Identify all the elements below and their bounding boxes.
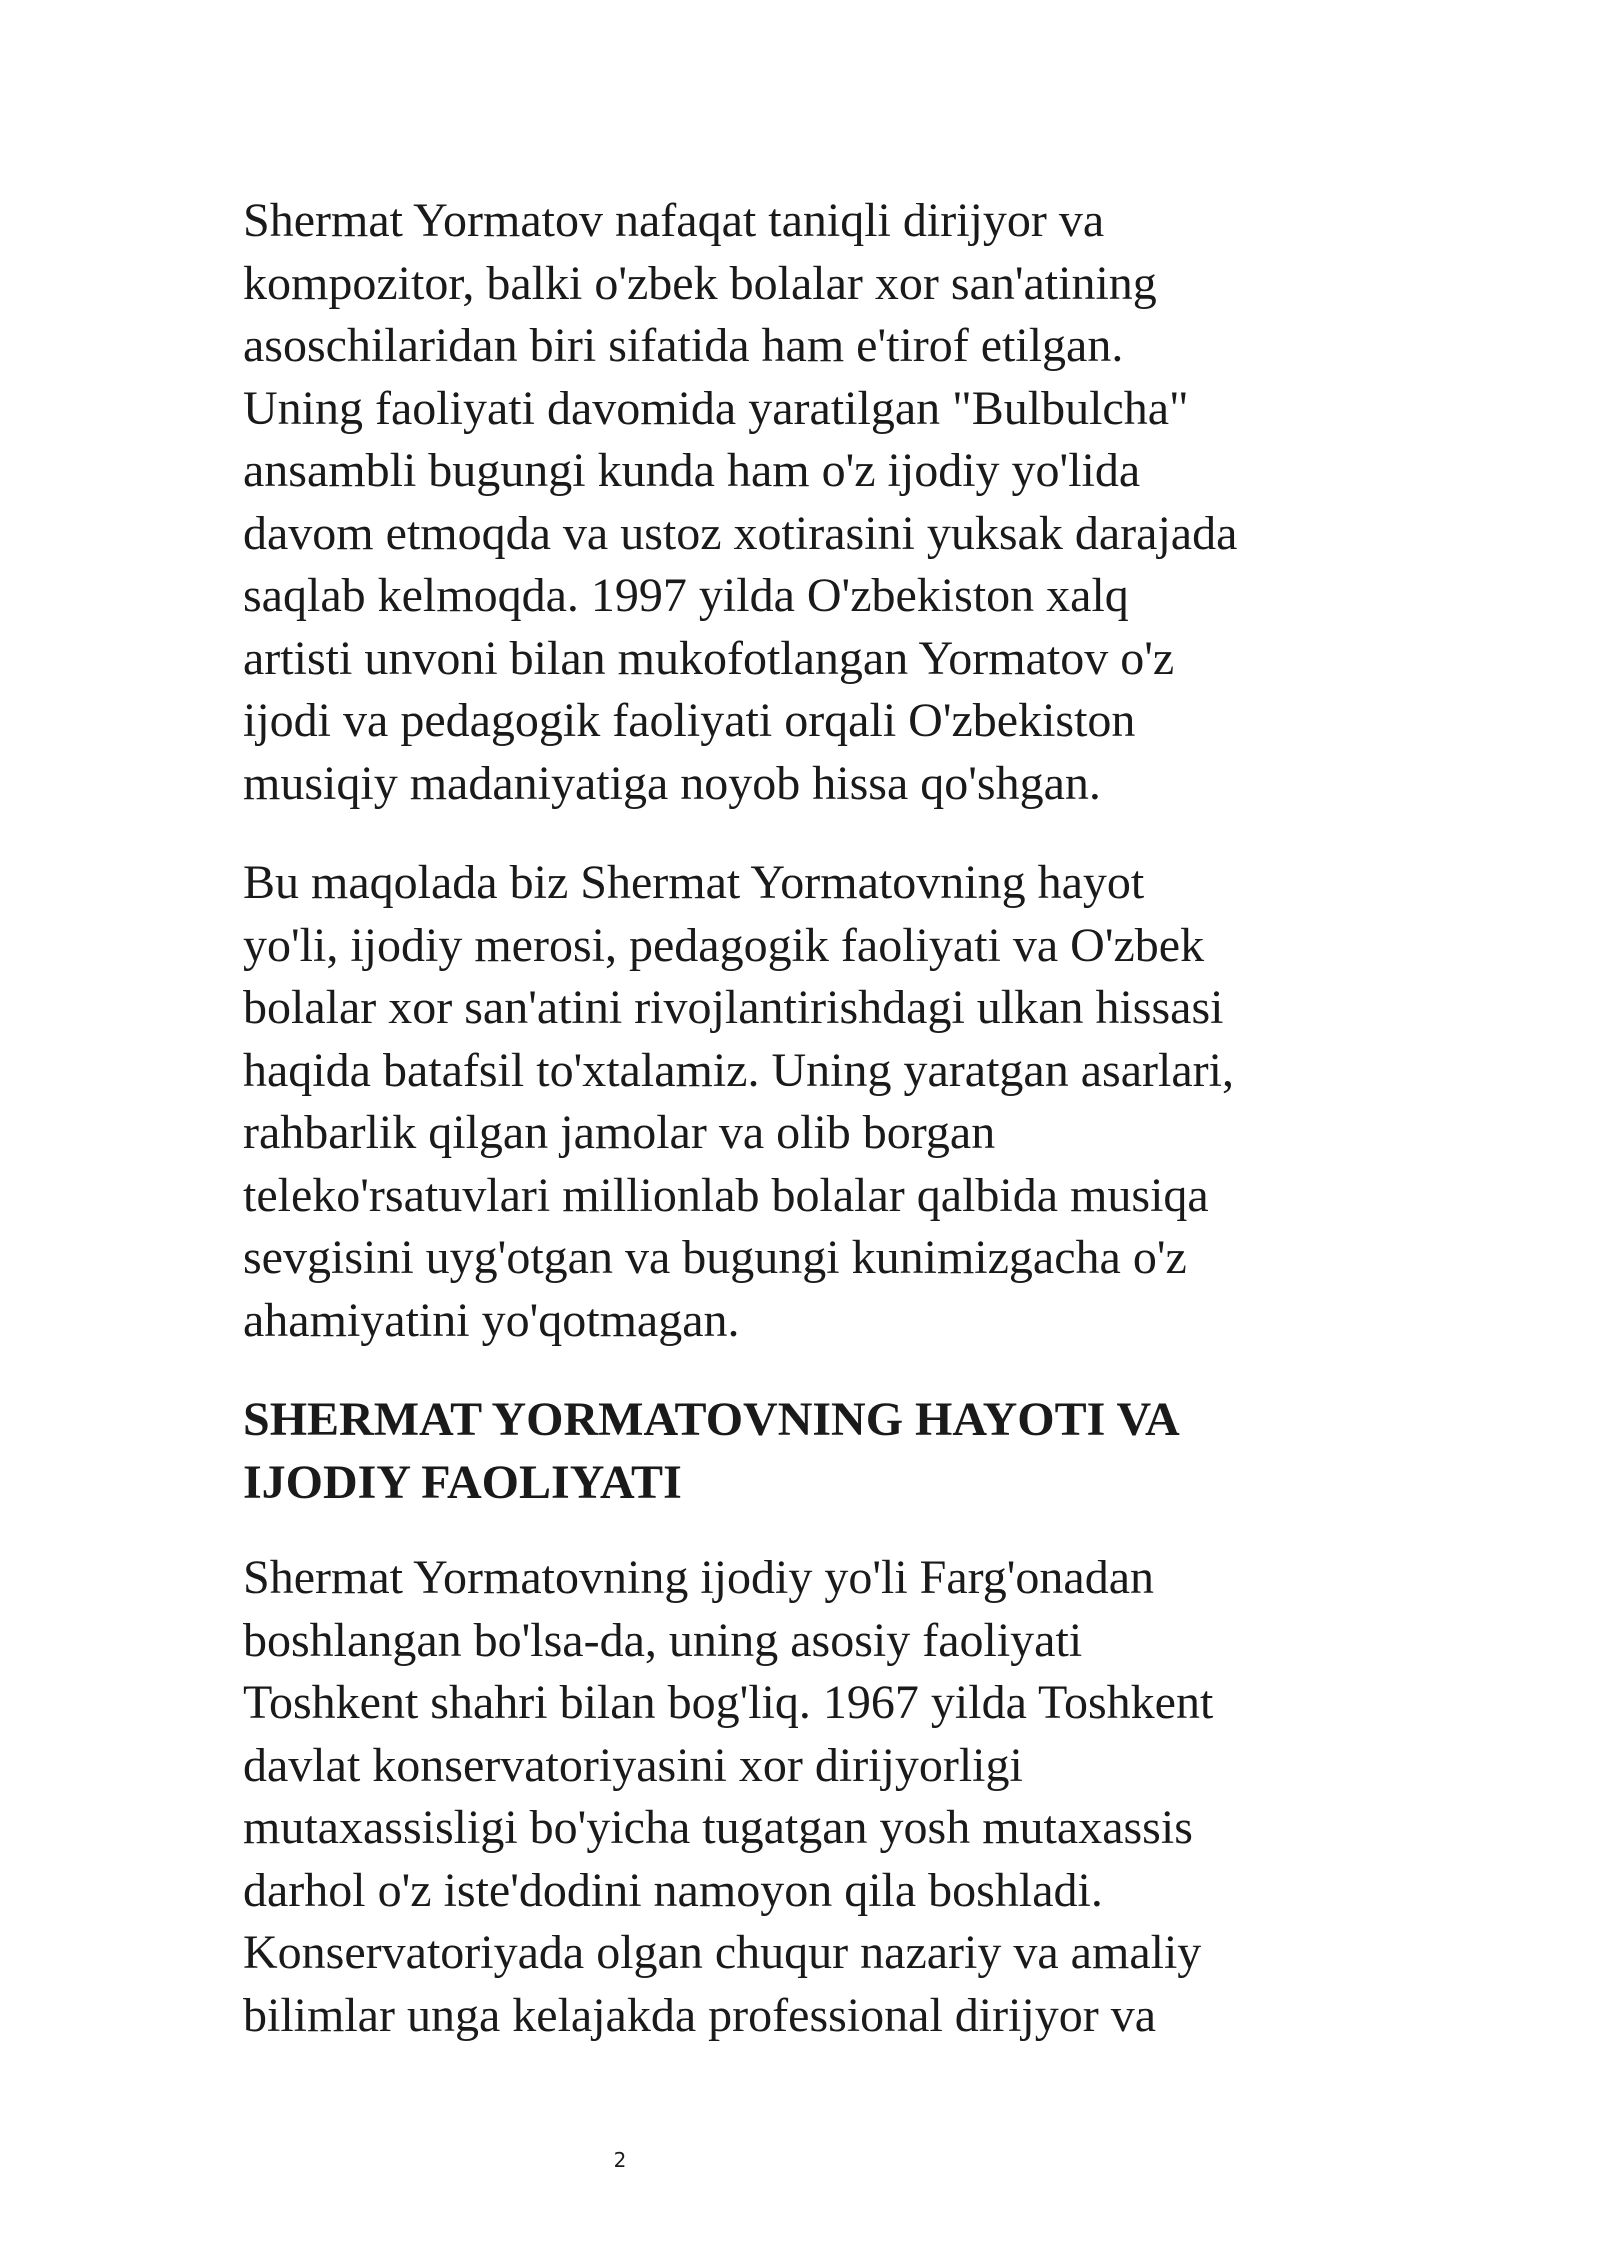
intro-paragraph-2: Bu maqolada biz Shermat Yormatovning hayot yo'li, ijodiy merosi, pedagogik faoliyati va O'zbek bolalar xor san'atini rivojlantirishdagi ulkan hissasi haqida batafsil to'xtalamiz. Uning yaratgan asarlari, rahbarlik qilgan jamolar va olib borgan teleko'rsatuvlari millionlab bolalar qalbida musiqa sevgisini uyg'otgan va bugungi kunimizgacha o'z ahamiyatini yo'qotmagan. — [243, 856, 1234, 1347]
page-number: 2 — [613, 2148, 627, 2172]
intro-paragraph-1: Shermat Yormatov nafaqat taniqli dirijyor va kompozitor, balki o'zbek bolalar xor san'atining asoschilaridan biri sifatida ham e'tirof etilgan. Uning faoliyati davomida yaratilgan "Bulbulcha" ansambli bugungi kunda ham o'z ijodiy yo'lida davom etmoqda va ustoz xotirasini yuksak darajada saqlab kelmoqda. 1997 yilda O'zbekiston xalq artisti unvoni bilan mukofotlangan Yormatov o'z ijodi va pedagogik faoliyati orqali O'zbekiston musiqiy madaniyatiga noyob hissa qo'shgan. — [243, 194, 1238, 810]
section-paragraph: Shermat Yormatovning ijodiy yo'li Farg'onadan boshlangan bo'lsa-da, uning asosiy faoliyati Toshkent shahri bilan bog'liq. 1967 yilda Toshkent davlat konservatoriyasini xor dirijyorligi mutaxassisligi bo'yicha tugatgan yosh mutaxassis darhol o'z iste'dodini namoyon qila boshladi. Konservatoriyada olgan chuqur nazariy va amaliy bilimlar unga kelajakda professional dirijyor va — [243, 1551, 1214, 2042]
page-content — [243, 190, 1383, 2084]
section-heading: SHERMAT YORMATOVNING HAYOTI VA IJODIY FAOLIYATI — [243, 1393, 1180, 1509]
